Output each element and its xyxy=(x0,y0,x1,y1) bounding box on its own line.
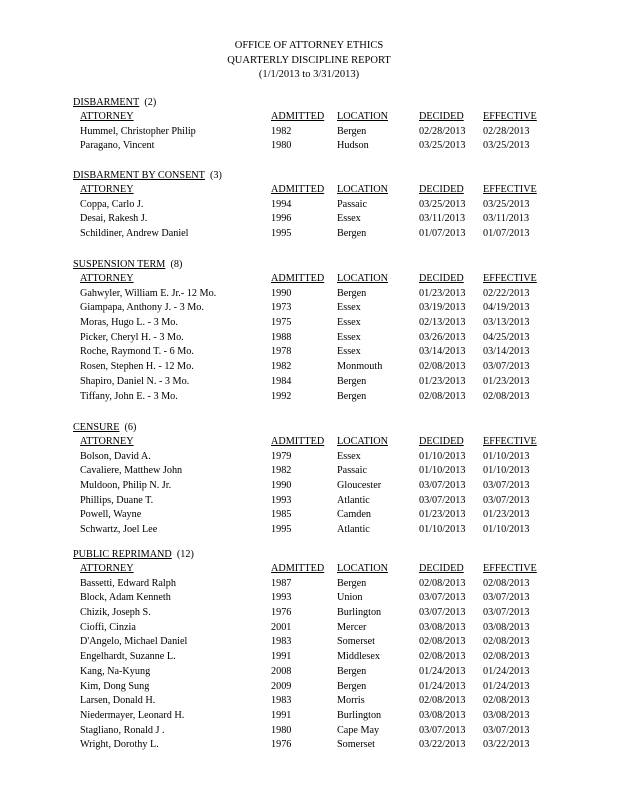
effective-date: 01/10/2013 xyxy=(483,465,530,477)
decided-date: 01/10/2013 xyxy=(419,524,466,536)
decided-date: 03/26/2013 xyxy=(419,331,466,343)
table-row xyxy=(73,479,553,494)
location: Mercer xyxy=(337,621,367,633)
decided-date: 02/08/2013 xyxy=(419,695,466,707)
attorney-name: Niedermayer, Leonard H. xyxy=(80,709,185,721)
admitted-year: 1982 xyxy=(271,125,292,137)
attorney-name: Bassetti, Edward Ralph xyxy=(80,577,176,589)
table-row xyxy=(73,621,553,636)
effective-date: 03/25/2013 xyxy=(483,140,530,152)
admitted-year: 1992 xyxy=(271,390,292,402)
attorney-name: Muldoon, Philip N. Jr. xyxy=(80,480,172,492)
attorney-name: D'Angelo, Michael Daniel xyxy=(80,636,188,648)
effective-date: 03/08/2013 xyxy=(483,709,530,721)
location: Union xyxy=(337,592,363,604)
attorney-name: Cavaliere, Matthew John xyxy=(80,465,183,477)
decided-date: 01/10/2013 xyxy=(419,450,466,462)
admitted-year: 1975 xyxy=(271,317,292,329)
column-header-decided: DECIDED xyxy=(419,563,464,574)
effective-date: 01/10/2013 xyxy=(483,524,530,536)
effective-date: 01/07/2013 xyxy=(483,228,530,240)
admitted-year: 1993 xyxy=(271,494,292,506)
location: Camden xyxy=(337,509,371,521)
column-header-row xyxy=(73,110,553,125)
effective-date: 03/14/2013 xyxy=(483,346,530,358)
decided-date: 03/14/2013 xyxy=(419,346,466,358)
location: Middlesex xyxy=(337,651,381,663)
table-row xyxy=(73,375,553,390)
effective-date: 02/08/2013 xyxy=(483,695,530,707)
section-title xyxy=(73,547,553,562)
column-header-decided: DECIDED xyxy=(419,184,464,195)
admitted-year: 2008 xyxy=(271,665,292,677)
admitted-year: 1983 xyxy=(271,695,292,707)
column-header-attorney: ATTORNEY xyxy=(80,184,134,195)
admitted-year: 1996 xyxy=(271,213,292,225)
effective-date: 03/07/2013 xyxy=(483,480,530,492)
effective-date: 01/23/2013 xyxy=(483,509,530,521)
admitted-year: 1995 xyxy=(271,524,292,536)
admitted-year: 1990 xyxy=(271,287,292,299)
table-row xyxy=(73,665,553,680)
attorney-name: Gahwyler, William E. Jr.- 12 Mo. xyxy=(80,287,217,299)
section-count: (12) xyxy=(176,549,194,560)
admitted-year: 1985 xyxy=(271,509,292,521)
attorney-name: Block, Adam Kenneth xyxy=(80,592,171,604)
section-name: DISBARMENT BY CONSENT xyxy=(73,170,205,181)
column-header-admitted: ADMITTED xyxy=(271,184,325,195)
location: Essex xyxy=(337,302,361,314)
table-row xyxy=(73,523,553,538)
section-name: PUBLIC REPRIMAND xyxy=(73,549,172,560)
table-row xyxy=(73,360,553,375)
admitted-year: 1991 xyxy=(271,709,292,721)
attorney-name: Coppa, Carlo J. xyxy=(80,198,144,210)
effective-date: 04/19/2013 xyxy=(483,302,530,314)
location: Gloucester xyxy=(337,480,382,492)
effective-date: 03/07/2013 xyxy=(483,607,530,619)
effective-date: 02/22/2013 xyxy=(483,287,530,299)
table-row xyxy=(73,694,553,709)
admitted-year: 1994 xyxy=(271,198,292,210)
table-row xyxy=(73,287,553,302)
location: Atlantic xyxy=(337,494,370,506)
column-header-attorney: ATTORNEY xyxy=(80,563,134,574)
effective-date: 03/07/2013 xyxy=(483,494,530,506)
effective-date: 01/24/2013 xyxy=(483,680,530,692)
location: Hudson xyxy=(337,140,369,152)
decided-date: 02/08/2013 xyxy=(419,361,466,373)
section-title xyxy=(73,257,553,272)
section-count: (6) xyxy=(124,422,137,433)
attorney-name: Shapiro, Daniel N. - 3 Mo. xyxy=(80,375,190,387)
section-count: (3) xyxy=(209,170,222,181)
section-title xyxy=(73,420,553,435)
location: Morris xyxy=(337,695,365,707)
location: Bergen xyxy=(337,228,367,240)
table-row xyxy=(73,345,553,360)
location: Bergen xyxy=(337,375,367,387)
location: Monmouth xyxy=(337,361,383,373)
effective-date: 02/08/2013 xyxy=(483,636,530,648)
table-row xyxy=(73,316,553,331)
admitted-year: 1976 xyxy=(271,739,292,751)
effective-date: 03/07/2013 xyxy=(483,592,530,604)
table-row xyxy=(73,709,553,724)
admitted-year: 1987 xyxy=(271,577,292,589)
attorney-name: Powell, Wayne xyxy=(80,509,142,521)
effective-date: 04/25/2013 xyxy=(483,331,530,343)
decided-date: 03/07/2013 xyxy=(419,480,466,492)
admitted-year: 1978 xyxy=(271,346,292,358)
admitted-year: 1973 xyxy=(271,302,292,314)
admitted-year: 1976 xyxy=(271,607,292,619)
decided-date: 03/07/2013 xyxy=(419,607,466,619)
decided-date: 01/10/2013 xyxy=(419,465,466,477)
table-row xyxy=(73,680,553,695)
table-row xyxy=(73,331,553,346)
decided-date: 03/07/2013 xyxy=(419,724,466,736)
attorney-name: Kim, Dong Sung xyxy=(80,680,150,692)
section-title xyxy=(73,95,553,110)
decided-date: 03/11/2013 xyxy=(419,213,466,225)
table-row xyxy=(73,591,553,606)
decided-date: 03/25/2013 xyxy=(419,140,466,152)
decided-date: 01/23/2013 xyxy=(419,509,466,521)
effective-date: 03/07/2013 xyxy=(483,724,530,736)
attorney-name: Schwartz, Joel Lee xyxy=(80,524,158,536)
section-title xyxy=(73,168,553,183)
decided-date: 02/08/2013 xyxy=(419,636,466,648)
location: Cape May xyxy=(337,724,380,736)
decided-date: 02/13/2013 xyxy=(419,317,466,329)
section-name: CENSURE xyxy=(73,422,120,433)
admitted-year: 1988 xyxy=(271,331,292,343)
decided-date: 02/08/2013 xyxy=(419,390,466,402)
attorney-name: Phillips, Duane T. xyxy=(80,494,154,506)
effective-date: 03/11/2013 xyxy=(483,213,530,225)
admitted-year: 2001 xyxy=(271,621,292,633)
attorney-name: Wright, Dorothy L. xyxy=(80,739,159,751)
decided-date: 03/07/2013 xyxy=(419,592,466,604)
admitted-year: 1980 xyxy=(271,724,292,736)
table-row xyxy=(73,464,553,479)
section-name: SUSPENSION TERM xyxy=(73,259,166,270)
location: Essex xyxy=(337,450,361,462)
table-row xyxy=(73,450,553,465)
attorney-name: Rosen, Stephen H. - 12 Mo. xyxy=(80,361,194,373)
location: Passaic xyxy=(337,465,367,477)
location: Burlington xyxy=(337,607,382,619)
table-row xyxy=(73,724,553,739)
report-title: QUARTERLY DISCIPLINE REPORT xyxy=(227,54,391,66)
attorney-name: Hummel, Christopher Philip xyxy=(80,125,196,137)
location: Essex xyxy=(337,213,361,225)
decided-date: 02/28/2013 xyxy=(419,125,466,137)
table-row xyxy=(73,494,553,509)
decided-date: 02/08/2013 xyxy=(419,577,466,589)
attorney-name: Tiffany, John E. - 3 Mo. xyxy=(80,390,178,402)
attorney-name: Larsen, Donald H. xyxy=(80,695,156,707)
report-date-range: (1/1/2013 to 3/31/2013) xyxy=(258,69,360,80)
section-count: (2) xyxy=(144,97,157,108)
decided-date: 01/23/2013 xyxy=(419,375,466,387)
column-header-decided: DECIDED xyxy=(419,111,464,122)
attorney-name: Schildiner, Andrew Daniel xyxy=(80,228,189,240)
table-row xyxy=(73,390,553,405)
column-header-attorney: ATTORNEY xyxy=(80,111,134,122)
location: Bergen xyxy=(337,577,367,589)
column-header-admitted: ADMITTED xyxy=(271,111,325,122)
decided-date: 03/08/2013 xyxy=(419,621,466,633)
effective-date: 01/23/2013 xyxy=(483,375,530,387)
column-header-effective: EFFECTIVE xyxy=(483,111,537,122)
column-header-location: LOCATION xyxy=(337,184,388,195)
decided-date: 01/07/2013 xyxy=(419,228,466,240)
admitted-year: 1979 xyxy=(271,450,292,462)
column-header-effective: EFFECTIVE xyxy=(483,273,537,284)
attorney-name: Paragano, Vincent xyxy=(80,140,155,152)
attorney-name: Stagliano, Ronald J . xyxy=(80,724,165,736)
section-disbarment-by-consent xyxy=(73,168,553,242)
table-row xyxy=(73,606,553,621)
table-row xyxy=(73,139,553,154)
report-office-title: OFFICE OF ATTORNEY ETHICS xyxy=(234,40,384,51)
attorney-name: Moras, Hugo L. - 3 Mo. xyxy=(80,317,178,329)
decided-date: 03/19/2013 xyxy=(419,302,466,314)
location: Bergen xyxy=(337,390,367,402)
section-public-reprimand xyxy=(73,547,553,753)
decided-date: 01/24/2013 xyxy=(419,665,466,677)
effective-date: 02/08/2013 xyxy=(483,651,530,663)
effective-date: 02/28/2013 xyxy=(483,125,530,137)
column-header-decided: DECIDED xyxy=(419,436,464,447)
column-header-location: LOCATION xyxy=(337,111,388,122)
decided-date: 02/08/2013 xyxy=(419,651,466,663)
section-count: (8) xyxy=(170,259,183,270)
admitted-year: 1993 xyxy=(271,592,292,604)
admitted-year: 1990 xyxy=(271,480,292,492)
admitted-year: 1995 xyxy=(271,228,292,240)
column-header-effective: EFFECTIVE xyxy=(483,436,537,447)
admitted-year: 1984 xyxy=(271,375,292,387)
location: Somerset xyxy=(337,636,375,648)
column-header-effective: EFFECTIVE xyxy=(483,563,537,574)
table-row xyxy=(73,227,553,242)
admitted-year: 2009 xyxy=(271,680,292,692)
effective-date: 01/24/2013 xyxy=(483,665,530,677)
attorney-name: Picker, Cheryl H. - 3 Mo. xyxy=(80,331,184,343)
section-censure xyxy=(73,420,553,538)
decided-date: 03/08/2013 xyxy=(419,709,466,721)
effective-date: 03/25/2013 xyxy=(483,198,530,210)
section-suspension-term xyxy=(73,257,553,404)
decided-date: 01/23/2013 xyxy=(419,287,466,299)
column-header-attorney: ATTORNEY xyxy=(80,436,134,447)
column-header-row xyxy=(73,272,553,287)
column-header-location: LOCATION xyxy=(337,273,388,284)
location: Burlington xyxy=(337,709,382,721)
location: Passaic xyxy=(337,198,367,210)
location: Somerset xyxy=(337,739,375,751)
attorney-name: Engelhardt, Suzanne L. xyxy=(80,651,176,663)
location: Atlantic xyxy=(337,524,370,536)
column-header-attorney: ATTORNEY xyxy=(80,273,134,284)
location: Bergen xyxy=(337,125,367,137)
column-header-decided: DECIDED xyxy=(419,273,464,284)
location: Essex xyxy=(337,346,361,358)
section-name: DISBARMENT xyxy=(73,97,140,108)
table-row xyxy=(73,301,553,316)
decided-date: 03/25/2013 xyxy=(419,198,466,210)
location: Essex xyxy=(337,317,361,329)
table-row xyxy=(73,738,553,753)
table-row xyxy=(73,125,553,140)
report-header xyxy=(0,39,618,83)
section-disbarment xyxy=(73,95,553,154)
effective-date: 02/08/2013 xyxy=(483,577,530,589)
table-row xyxy=(73,198,553,213)
attorney-name: Desai, Rakesh J. xyxy=(80,213,148,225)
location: Essex xyxy=(337,331,361,343)
admitted-year: 1982 xyxy=(271,361,292,373)
attorney-name: Roche, Raymond T. - 6 Mo. xyxy=(80,346,194,358)
column-header-location: LOCATION xyxy=(337,436,388,447)
decided-date: 03/07/2013 xyxy=(419,494,466,506)
effective-date: 03/13/2013 xyxy=(483,317,530,329)
column-header-row xyxy=(73,183,553,198)
effective-date: 03/22/2013 xyxy=(483,739,530,751)
admitted-year: 1991 xyxy=(271,651,292,663)
column-header-row xyxy=(73,435,553,450)
decided-date: 03/22/2013 xyxy=(419,739,466,751)
column-header-row xyxy=(73,562,553,577)
effective-date: 03/08/2013 xyxy=(483,621,530,633)
effective-date: 03/07/2013 xyxy=(483,361,530,373)
admitted-year: 1980 xyxy=(271,140,292,152)
column-header-admitted: ADMITTED xyxy=(271,273,325,284)
table-row xyxy=(73,508,553,523)
column-header-effective: EFFECTIVE xyxy=(483,184,537,195)
column-header-admitted: ADMITTED xyxy=(271,436,325,447)
attorney-name: Bolson, David A. xyxy=(80,450,151,462)
admitted-year: 1983 xyxy=(271,636,292,648)
attorney-name: Chizik, Joseph S. xyxy=(80,607,151,619)
table-row xyxy=(73,212,553,227)
column-header-location: LOCATION xyxy=(337,563,388,574)
admitted-year: 1982 xyxy=(271,465,292,477)
effective-date: 01/10/2013 xyxy=(483,450,530,462)
location: Bergen xyxy=(337,665,367,677)
attorney-name: Kang, Na-Kyung xyxy=(80,665,151,677)
attorney-name: Cioffi, Cinzia xyxy=(80,621,136,633)
location: Bergen xyxy=(337,287,367,299)
table-row xyxy=(73,635,553,650)
table-row xyxy=(73,577,553,592)
attorney-name: Giampapa, Anthony J. - 3 Mo. xyxy=(80,302,204,314)
column-header-admitted: ADMITTED xyxy=(271,563,325,574)
decided-date: 01/24/2013 xyxy=(419,680,466,692)
table-row xyxy=(73,650,553,665)
effective-date: 02/08/2013 xyxy=(483,390,530,402)
location: Bergen xyxy=(337,680,367,692)
